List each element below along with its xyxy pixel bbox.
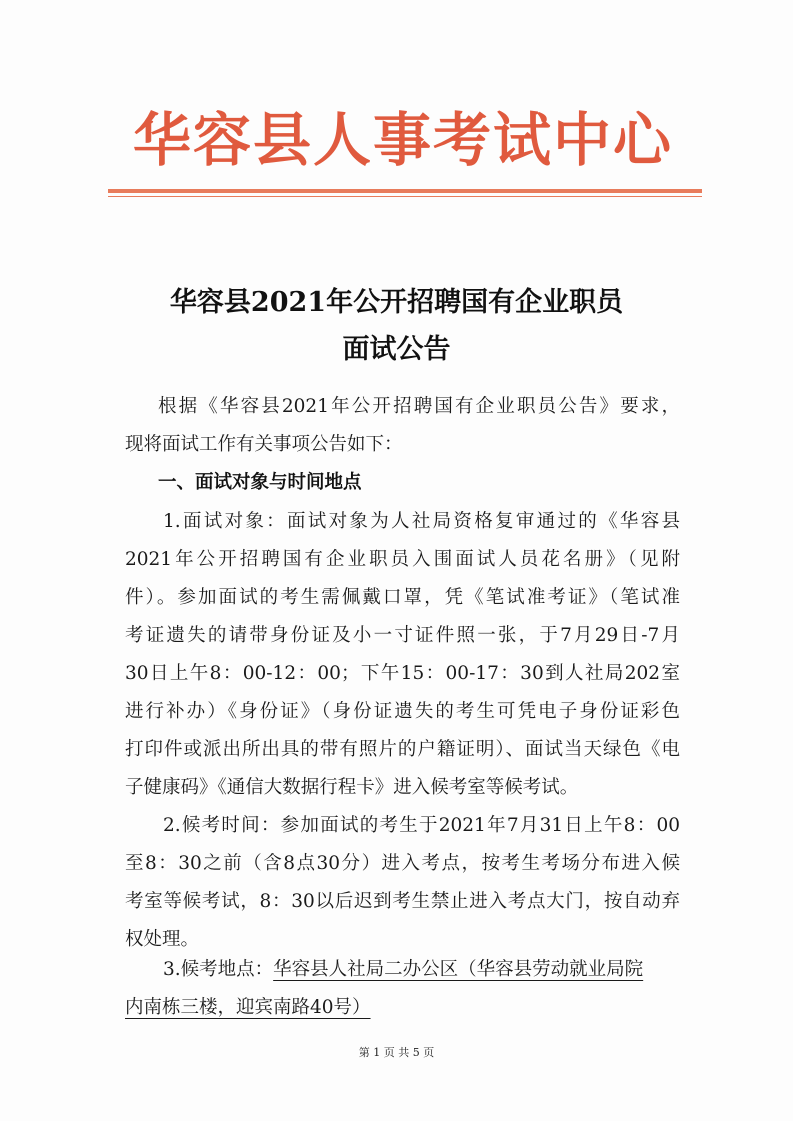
item1-line: 打印件或派出所出具的带有照片的户籍证明）、面试当天绿色《电	[125, 739, 680, 760]
item3-label: 3.候考地点：	[163, 959, 274, 980]
item1-line: 1.面试对象：面试对象为人社局资格复审通过的《华容县	[163, 511, 680, 532]
item1-line: 件）。参加面试的考生需佩戴口罩，凭《笔试准考证》（笔试准	[125, 587, 680, 608]
section1-heading: 一、面试对象与时间地点	[158, 472, 362, 493]
item1-line: 2021年公开招聘国有企业职员入围面试人员花名册》（见附	[125, 549, 680, 570]
page-indicator: 第 1 页 共 5 页	[358, 1046, 435, 1059]
intro-line-2: 现将面试工作有关事项公告如下：	[125, 434, 403, 455]
letterhead-org-name: 华容县人事考试中心	[132, 106, 673, 174]
letterhead-rule-thin	[108, 196, 702, 197]
item1-line: 进行补办）《身份证》（身份证遗失的考生可凭电子身份证彩色	[125, 701, 680, 722]
item3-line-2	[125, 993, 680, 1019]
item2-line: 权处理。	[125, 929, 200, 950]
intro-line-1: 根据《华容县2021年公开招聘国有企业职员公告》要求，	[158, 396, 680, 417]
item3-place-cont: 内南栋三楼，迎宾南路40号）	[125, 997, 371, 1018]
letterhead-rule-thick	[108, 189, 702, 193]
item2-line: 考室等候考试，8：30以后迟到考生禁止进入考点大门，按自动弃	[125, 891, 680, 912]
notice-title-line2: 面试公告	[342, 334, 451, 365]
item1-line: 考证遗失的请带身份证及小一寸证件照一张，于7月29日-7月	[125, 625, 680, 646]
item1-line: 子健康码》《通信大数据行程卡》进入候考室等候考试。	[125, 777, 579, 798]
item3-line-1	[163, 955, 680, 981]
item1-line: 30日上午8：00-12：00；下午15：00-17：30到人社局202室	[125, 663, 680, 684]
notice-title-line1: 华容县2021年公开招聘国有企业职员	[169, 287, 624, 318]
item2-line: 2.候考时间：参加面试的考生于2021年7月31日上午8：00	[163, 815, 680, 836]
item3-place: 华容县人社局二办公区（华容县劳动就业局院	[273, 959, 644, 980]
item2-line: 至8：30之前（含8点30分）进入考点，按考生考场分布进入候	[125, 853, 680, 874]
